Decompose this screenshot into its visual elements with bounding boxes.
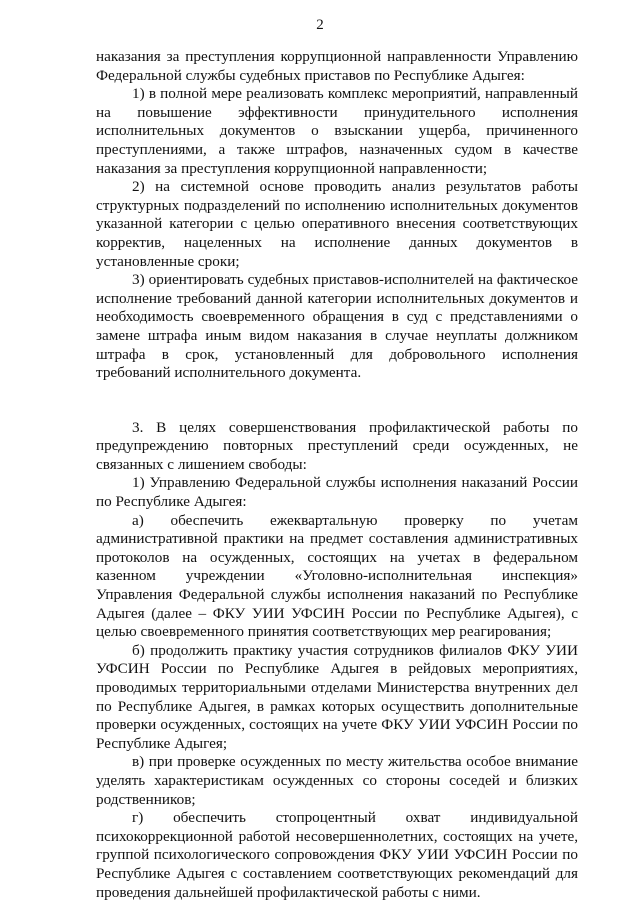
paragraph: 3. В целях совершенствования профилактической работы по предупреждению повторных преступлений среди осужденных, не связанных с лишением свободы: bbox=[96, 418, 578, 473]
paragraph: 2) на системной основе проводить анализ результатов работы структурных подразделений по исполнению исполнительных документов указанной категории с целью оперативного внесения соответствующих корректив, нацеленных на исполнение данных документов в установленные сроки; bbox=[96, 178, 578, 270]
paragraph: 1) в полной мере реализовать комплекс мероприятий, направленный на повышение эффективности принудительного исполнения исполнительных документов о взыскании ущерба, причиненного преступлениями, а также штрафов, назначенных судом в качестве наказания за преступления коррупционной направленности; bbox=[96, 85, 578, 177]
paragraph: 3) ориентировать судебных приставов-исполнителей на фактическое исполнение требований данной категории исполнительных документов и необходимость своевременного обращения в суд с представлениями о замене штрафа иным видом наказания в случае неуплаты должником штрафа в срок, установленный для добровольного исполнения требований исполнительного документа. bbox=[96, 271, 578, 382]
paragraph: наказания за преступления коррупционной направленности Управлению Федеральной службы судебных приставов по Республике Адыгея: bbox=[96, 48, 578, 84]
document-body bbox=[96, 48, 578, 902]
paragraph: в) при проверке осужденных по месту жительства особое внимание уделять характеристикам осужденных со стороны соседей и близких родственников; bbox=[96, 753, 578, 808]
paragraph: б) продолжить практику участия сотрудников филиалов ФКУ УИИ УФСИН России по Республике Адыгея в рейдовых мероприятиях, проводимых территориальными отделами Министерства внутренних дел по Республике Адыгея, в рамках которых осуществить дополнительные проверки осужденных, состоящих на учете ФКУ УИИ УФСИН России по Республике Адыгея; bbox=[96, 641, 578, 752]
paragraph: г) обеспечить стопроцентный охват индивидуальной психокоррекционной работой несовершеннолетних, состоящих на учете, группой психологического сопровождения ФКУ УИИ УФСИН России по Республике Адыгея с составлением соответствующих рекомендаций для проведения дальнейшей профилактической работы с ними. bbox=[96, 809, 578, 901]
paragraph: 1) Управлению Федеральной службы исполнения наказаний России по Республике Адыгея: bbox=[96, 474, 578, 511]
section-gap bbox=[96, 383, 578, 419]
paragraph: а) обеспечить ежеквартальную проверку по учетам административной практики на предмет составления административных протоколов на осужденных, состоящих на учетах в федеральном казенном учреждении «Уголовно-исполнительная инспекция» Управления Федеральной службы исполнения наказаний по Республике Адыгея (далее – ФКУ УИИ УФСИН России по Республике Адыгея), с целью своевременного принятия соответствующих мер реагирования; bbox=[96, 511, 578, 641]
page-number: 2 bbox=[316, 17, 324, 33]
